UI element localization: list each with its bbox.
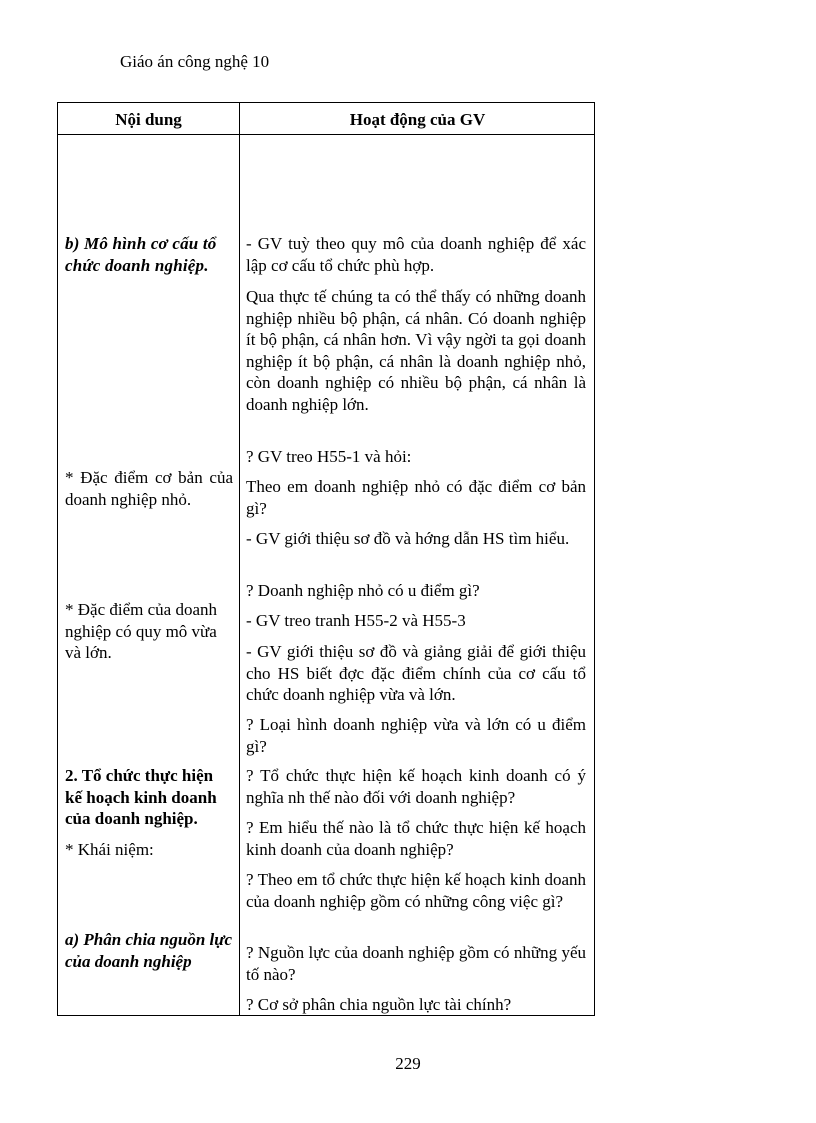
heading-section-2: 2. Tổ chức thực hiện kế hoạch kinh doanh của doanh nghiệp.: [65, 766, 217, 828]
lesson-table: [57, 102, 595, 1016]
activity-paragraph: - GV treo tranh H55-2 và H55-3: [246, 611, 466, 630]
activity-paragraph: ? Nguồn lực của doanh nghiệp gồm có những yếu tố nào?: [246, 943, 586, 984]
document-header: Giáo án công nghệ 10: [120, 52, 270, 71]
activity-paragraph: ? GV treo H55-1 và hỏi:: [246, 447, 412, 466]
page-number: 229: [395, 1054, 421, 1073]
activity-paragraph: ? Theo em tổ chức thực hiện kế hoạch kinh doanh của doanh nghiệp gồm có những công việc gì?: [246, 870, 586, 911]
table-header-row: [58, 103, 594, 135]
small-business-features: * Đặc điểm cơ bản của doanh nghiệp nhỏ.: [65, 468, 233, 509]
column-header-activity: Hoạt động của GV: [349, 110, 486, 129]
activity-paragraph: Qua thực tế chúng ta có thể thấy có những doanh nghiệp nhiều bộ phận, cá nhân. Có doanh nghiệp ít bộ phận, cá nhân hơn. Vì vậy ngời ta gọi doanh nghiệp ít bộ phận, cá nhân là doanh nghiệp nhỏ, còn doanh nghiệp có nhiều bộ phận, cá nhân là doanh nghiệp lớn.: [246, 287, 586, 414]
header-divider: [239, 103, 240, 133]
activity-paragraph: - GV giới thiệu sơ đồ và giảng giải để giới thiệu cho HS biết đợc đặc điểm chính của cơ cấu tổ chức doanh nghiệp vừa và lớn.: [246, 642, 586, 704]
activity-paragraph: ? Loại hình doanh nghiệp vừa và lớn có u điểm gì?: [246, 715, 586, 756]
column-header-content: Nội dung: [115, 110, 182, 129]
activity-paragraph: ? Tổ chức thực hiện kế hoạch kinh doanh có ý nghĩa nh thế nào đối với doanh nghiệp?: [246, 766, 586, 807]
activity-paragraph: ? Em hiểu thế nào là tổ chức thực hiện kế hoạch kinh doanh của doanh nghiệp?: [246, 818, 586, 859]
heading-business-model: b) Mô hình cơ cấu tổ chức doanh nghiệp.: [65, 234, 217, 275]
activity-paragraph: ? Cơ sở phân chia nguồn lực tài chính?: [246, 995, 512, 1014]
activity-paragraph: ? Doanh nghiệp nhỏ có u điểm gì?: [246, 581, 480, 600]
activity-paragraph: Theo em doanh nghiệp nhỏ có đặc điểm cơ bản gì?: [246, 477, 586, 518]
concept-label: * Khái niệm:: [65, 840, 154, 859]
activity-paragraph: - GV tuỳ theo quy mô của doanh nghiệp để xác lập cơ cấu tổ chức phù hợp.: [246, 234, 586, 275]
heading-resource-allocation: a) Phân chia nguồn lực của doanh nghiệp: [65, 930, 232, 971]
activity-paragraph: - GV giới thiệu sơ đồ và hớng dẫn HS tìm hiểu.: [246, 529, 570, 548]
large-business-features: * Đặc điểm của doanh nghiệp có quy mô vừa và lớn.: [65, 600, 217, 662]
column-divider: [239, 133, 240, 1015]
